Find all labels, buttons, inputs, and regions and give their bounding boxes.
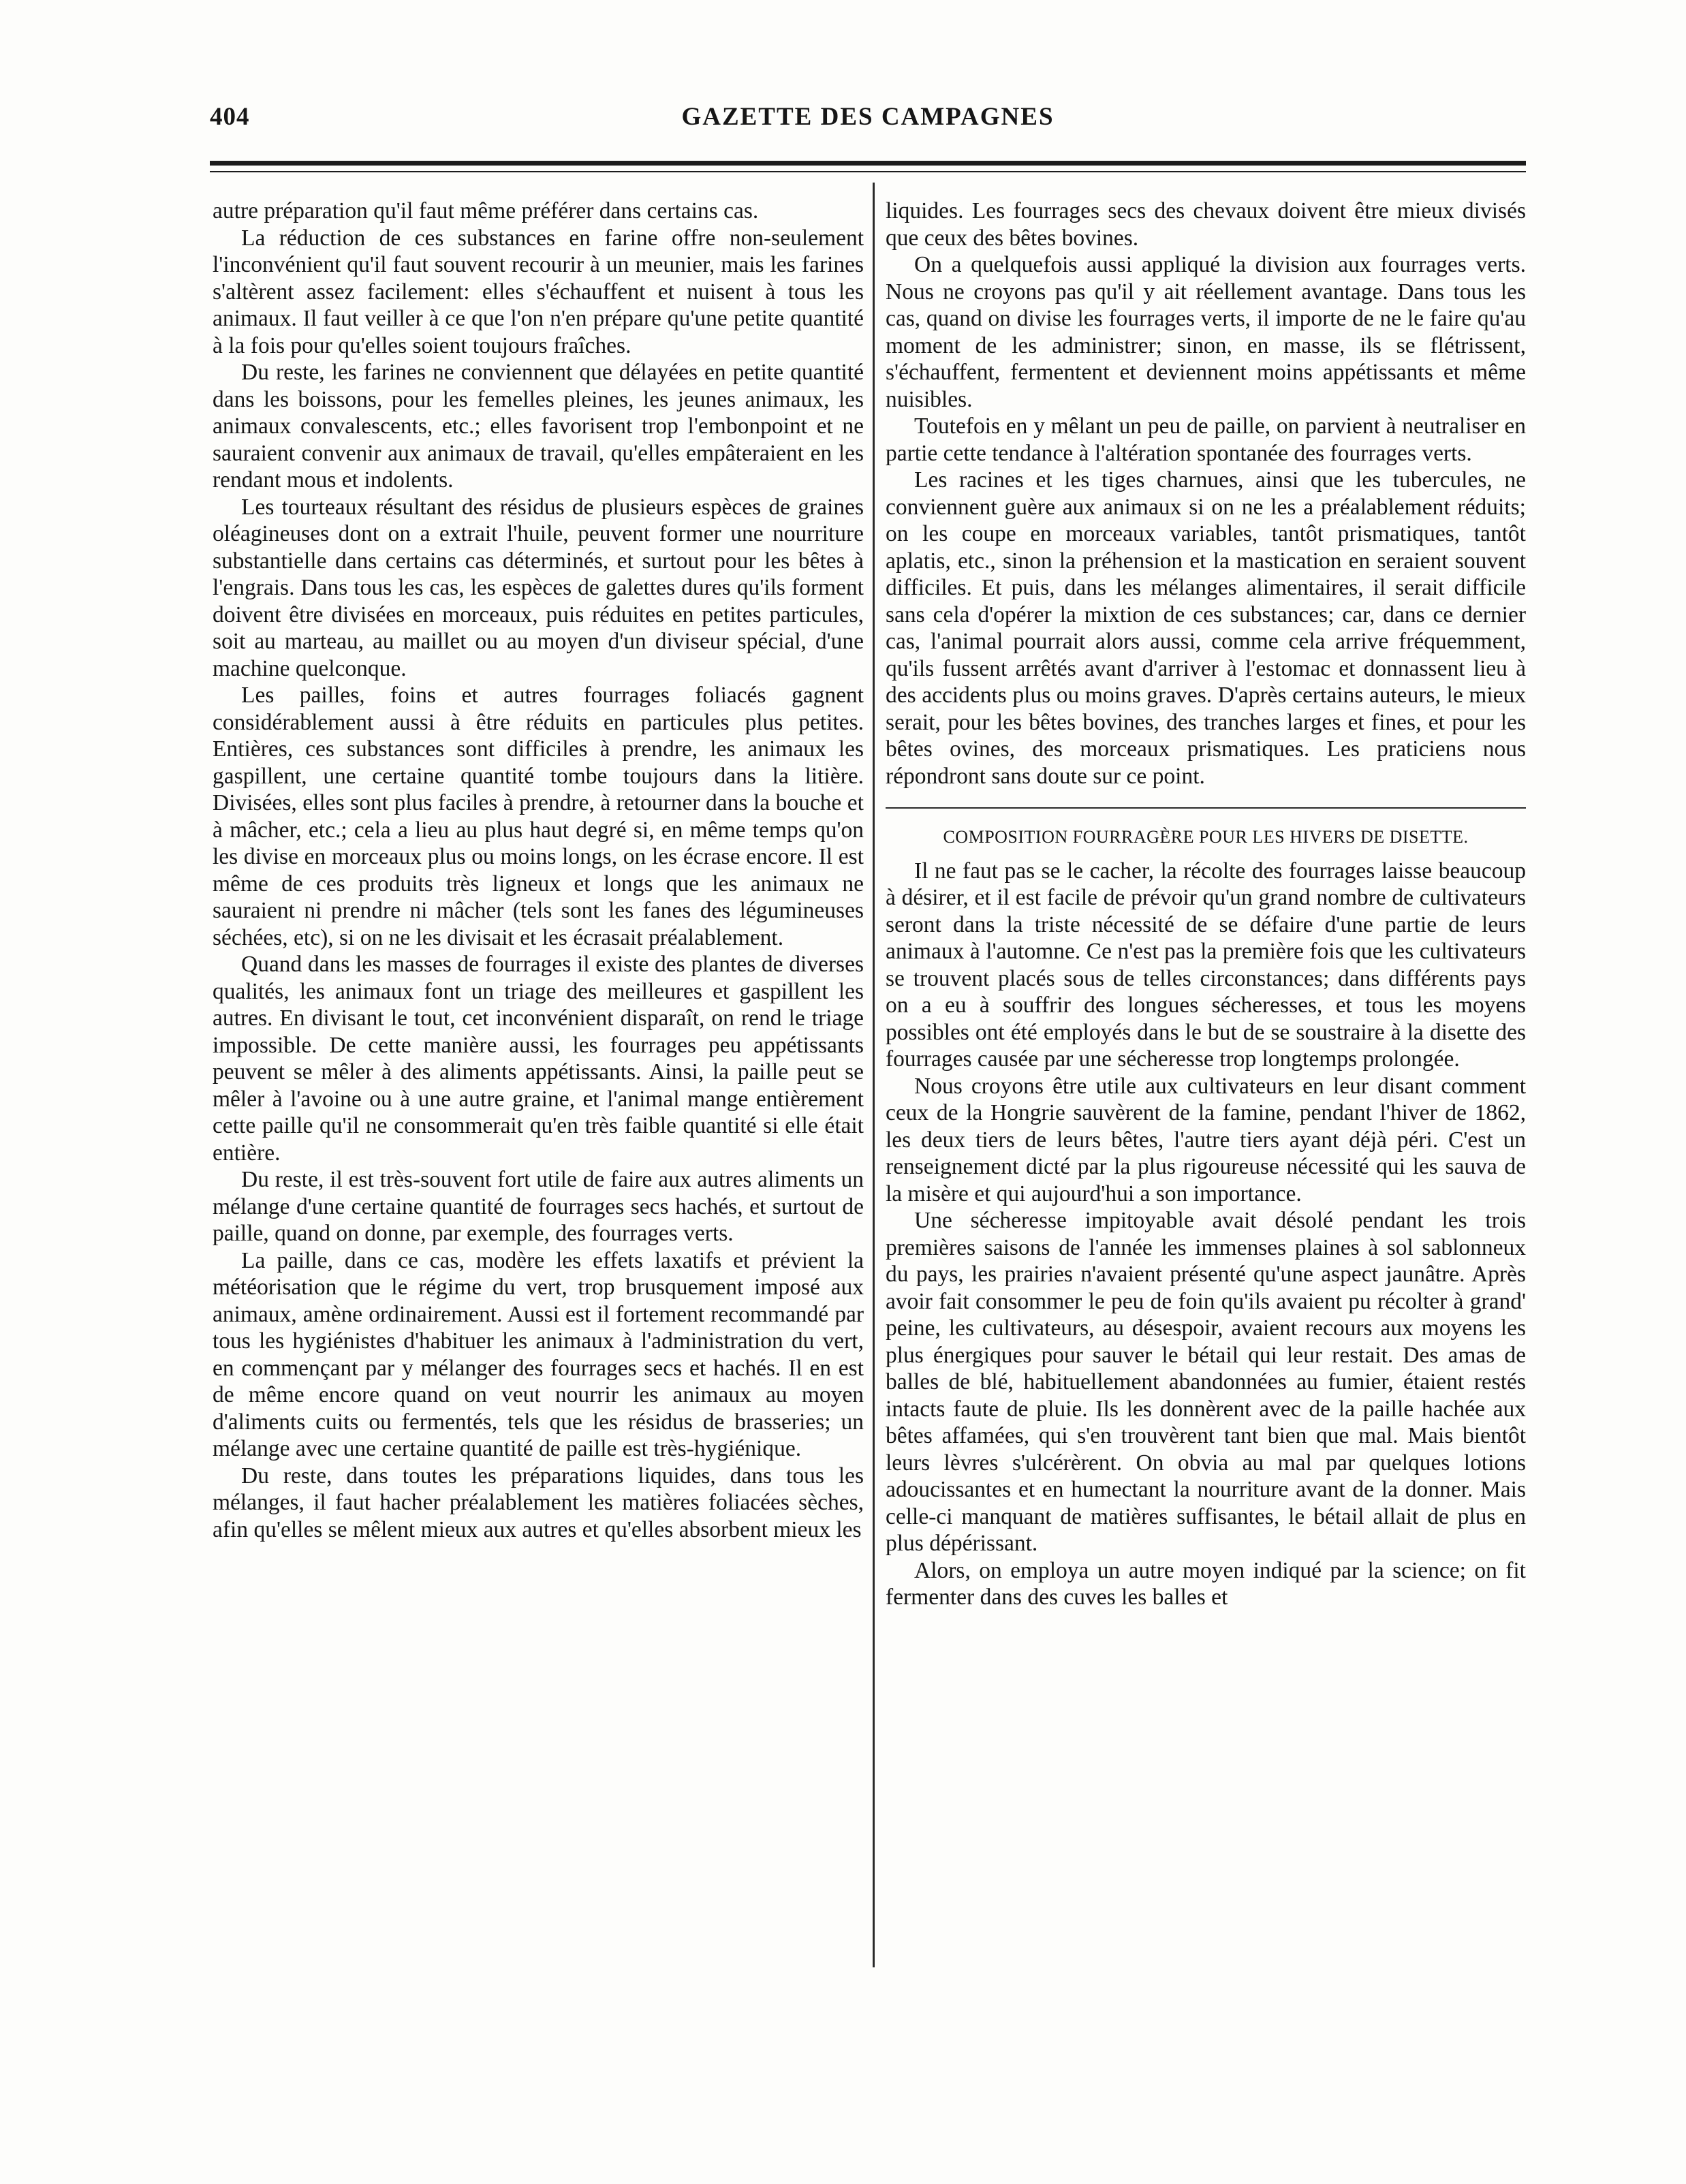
page-header <box>210 102 1526 143</box>
paragraph: La paille, dans ce cas, modère les effets laxatifs et prévient la météorisation que le régime du vert, trop brusquement imposé aux animaux, amène ordinairement. Aussi est il fortement recommandé par tous les hygiénistes d'habituer les animaux à l'administration du vert, en commençant par y mélanger des fourrages secs et hachés. Il en est de même encore quand on veut nourrir les animaux au moyen d'aliments cuits ou fermentés, tels que les résidus de brasseries; un mélange avec une certaine quantité de paille est très-hygiénique. <box>213 1247 864 1461</box>
page-number: 404 <box>210 103 250 131</box>
paragraph: autre préparation qu'il faut même préférer dans certains cas. <box>213 198 759 223</box>
paragraph: Une sécheresse impitoyable avait désolé pendant les trois premières saisons de l'année les immenses plaines à sol sablonneux du pays, les prairies n'avaient présenté qu'une aspect jaunâtre. Après avoir fait consommer le peu de foin qu'ils avaient pu récolter à grand' peine, les cultivateurs, au désespoir, avaient recours aux moyens les plus énergiques pour sauver le bétail qui leur restait. Des amas de balles de blé, habituellement abandonnées au fumier, étaient restés intacts faute de pluie. Ils les donnèrent avec de la paille hachée aux bêtes affamées, qui s'en trouvèrent tant bien que mal. Mais bientôt leurs lèvres s'ulcérèrent. On obvia au mal par quelques lotions adoucissantes et en humectant la nourriture avant de la donner. Mais celle-ci manquant de matières suffisantes, le bétail allait de plus en plus dépérissant. <box>886 1208 1526 1556</box>
header-rule-thin <box>210 171 1526 172</box>
paragraph: La réduction de ces substances en farine offre non-seulement l'inconvénient qu'il faut souvent recourir à un meunier, mais les farines s'altèrent assez facilement: elles s'échauffent et nuisent à tous les animaux. Il faut veiller à ce que l'on n'en prépare qu'une petite quantité à la fois pour qu'elles soient toujours fraîches. <box>213 225 864 358</box>
paragraph: Nous croyons être utile aux cultivateurs en leur disant comment ceux de la Hongrie sauvèrent de la famine, pendant l'hiver de 1862, les deux tiers de leurs bêtes, l'autre tiers ayant déjà péri. C'est un renseignement dicté par la plus rigoureuse nécessité qui les sauva de la misère et qui aujourd'hui a son importance. <box>886 1073 1526 1206</box>
paragraph: On a quelquefois aussi appliqué la division aux fourrages verts. Nous ne croyons pas qu'il y ait réellement avantage. Dans tous les cas, quand on divise les fourrages verts, il importe de ne le faire qu'au moment de les administrer; sinon, en masse, ils se flétrissent, s'échauffent, fermentent et deviennent moins appétissants et même nuisibles. <box>886 252 1526 412</box>
right-column <box>886 198 1526 1611</box>
paragraph: Du reste, il est très-souvent fort utile de faire aux autres aliments un mélange d'une certaine quantité de fourrages secs hachés, et surtout de paille, quand on donne, par exemple, des fourrages verts. <box>213 1167 864 1246</box>
paragraph: Il ne faut pas se le cacher, la récolte des fourrages laisse beaucoup à désirer, et il est facile de prévoir qu'un grand nombre de cultivateurs seront dans la triste nécessité de se défaire d'une partie de leurs animaux à l'automne. Ce n'est pas la première fois que les cultivateurs se trouvent placés sous de telles circonstances; dans différents pays on a eu à souffrir des longues sécheresses, et tous les moyens possibles ont été employés dans le but de se soustraire à la disette des fourrages causée par une sécheresse trop longtemps prolongée. <box>886 858 1526 1072</box>
paragraph: Alors, on employa un autre moyen indiqué par la science; on fit fermenter dans des cuves les balles et <box>886 1557 1526 1610</box>
paragraph: Les pailles, foins et autres fourrages foliacés gagnent considérablement aussi à être réduits en particules plus petites. Entières, ces substances sont difficiles à prendre, les animaux les gaspillent, une certaine quantité tombe toujours dans la litière. Divisées, elles sont plus faciles à prendre, à retourner dans la bouche et à mâcher, etc.; cela a lieu au plus haut degré si, en même temps qu'on les divise en morceaux plus ou moins longs, on les écrase encore. Il est même de ces produits très ligneux et longs que les animaux ne sauraient ni prendre ni mâcher (tels sont les fanes des légumineuses séchées, etc), si on ne les divisait et les écrasait préalablement. <box>213 683 864 950</box>
column-divider <box>873 183 875 1967</box>
paragraph: Quand dans les masses de fourrages il existe des plantes de diverses qualités, les animaux font un triage des meilleures et gaspillent les autres. En divisant le tout, cet inconvénient disparaît, on rend le triage impossible. De cette manière aussi, les fourrages peu appétissants peuvent se mêler à des aliments appétissants. Ainsi, la paille peut se mêler à l'avoine ou à une autre graine, et l'animal mange entièrement cette paille qu'il ne consommerait qu'en très faible quantité si elle était entière. <box>213 952 864 1166</box>
paragraph: Du reste, dans toutes les préparations liquides, dans tous les mélanges, il faut hacher préalablement les matières foliacées sèches, afin qu'elles se mêlent mieux aux autres et qu'elles absorbent mieux les <box>213 1463 864 1542</box>
section-heading: COMPOSITION FOURRAGÈRE POUR LES HIVERS DE DISETTE. <box>886 807 1526 851</box>
header-rule-thick <box>210 161 1526 166</box>
paragraph: Du reste, les farines ne conviennent que délayées en petite quantité dans les boissons, pour les femelles pleines, les jeunes animaux, les animaux convalescents, etc.; elles favorisent trop l'embonpoint et ne sauraient convenir aux animaux de travail, qu'elles empâteraient en les rendant mous et indolents. <box>213 360 864 493</box>
left-column <box>213 198 864 1543</box>
paragraph: Les racines et les tiges charnues, ainsi que les tubercules, ne conviennent guère aux animaux si on ne les a préalablement réduits; on les coupe en morceaux variables, tantôt prismatiques, tantôt aplatis, etc., sinon la préhension et la mastication en seraient souvent difficiles. Et puis, dans les mélanges alimentaires, il serait difficile sans cela d'opérer la mixtion de ces substances; car, dans ce dernier cas, l'animal pourrait alors aussi, comme cela arrive fréquemment, qu'ils fussent arrêtés avant d'arriver à l'estomac et donnassent lieu à des accidents plus ou moins graves. D'après certains auteurs, le mieux serait, pour les bêtes bovines, des tranches larges et fines, et pour les bêtes ovines, des morceaux prismatiques. Les praticiens nous répondront sans doute sur ce point. <box>886 467 1526 789</box>
paragraph: liquides. Les fourrages secs des chevaux doivent être mieux divisés que ceux des bêtes bovines. <box>886 198 1526 251</box>
journal-title: GAZETTE DES CAMPAGNES <box>681 103 1055 131</box>
paragraph: Les tourteaux résultant des résidus de plusieurs espèces de graines oléagineuses dont on a extrait l'huile, peuvent former une nourriture substantielle dans certains cas déterminés, et surtout pour les bêtes à l'engrais. Dans tous les cas, les espèces de galettes dures qu'ils forment doivent être divisées en morceaux, puis réduites en petites particules, soit au marteau, au maillet ou au moyen d'un diviseur spécial, d'une machine quelconque. <box>213 494 864 681</box>
paragraph: Toutefois en y mêlant un peu de paille, on parvient à neutraliser en partie cette tendance à l'altération spontanée des fourrages verts. <box>886 414 1526 466</box>
